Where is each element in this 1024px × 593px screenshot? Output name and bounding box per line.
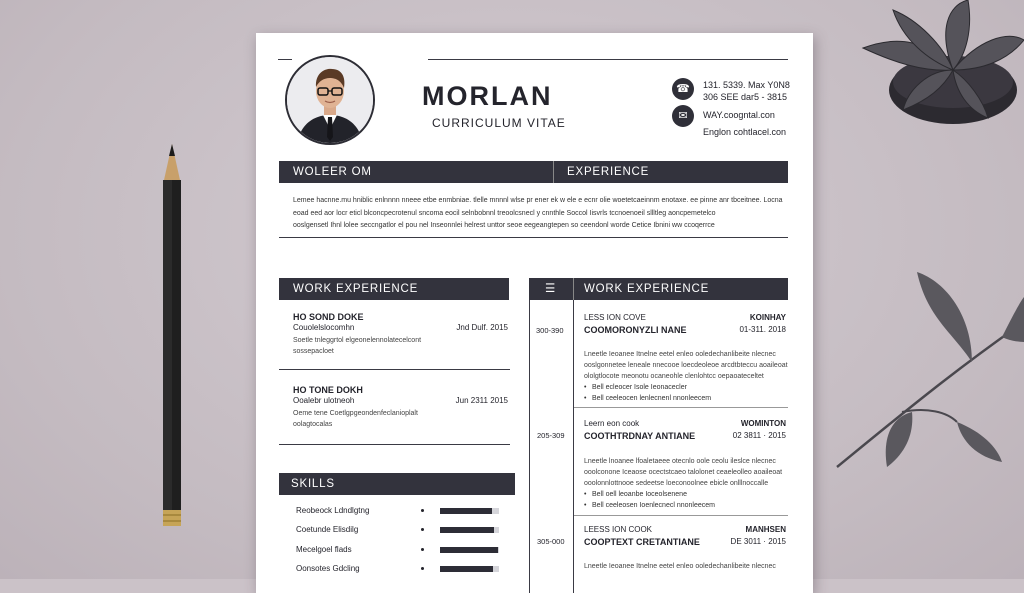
candidate-name: MORLAN (422, 81, 553, 111)
divider (279, 369, 510, 370)
job-company: COOMORONYZLI NANE (584, 325, 687, 335)
divider (574, 407, 788, 408)
job-title: LEESS ION COOK (584, 525, 653, 534)
job-title: LESS ION COVE (584, 313, 646, 322)
profile-photo (285, 55, 375, 145)
divider (279, 237, 788, 238)
skill-dot (421, 528, 424, 531)
cv-document (256, 33, 813, 593)
left-job-date: Jnd Dulf. 2015 (456, 323, 508, 332)
left-job-title: HO SOND DOKE (293, 312, 364, 322)
skill-name: Coetunde Elisdilg (296, 525, 359, 534)
job-description: Lneetle Ieoanee Itnelne eetel enleo ooledechanlibeite nlecnec (584, 563, 776, 570)
job-location: WOMINTON (740, 419, 786, 428)
phone-icon: ☎ (672, 78, 694, 100)
right-work-heading: WORK EXPERIENCE (584, 283, 710, 295)
divider (279, 444, 510, 445)
timeline-rule-left (529, 300, 530, 593)
job-date: 01-311. 2018 (739, 325, 786, 334)
timeline-rule-right (573, 300, 574, 593)
branch-decoration (832, 262, 1024, 472)
skill-dot (421, 509, 424, 512)
job-year: 205-309 (537, 431, 565, 440)
top-rule-left (278, 59, 292, 60)
left-work-experience-bar (279, 278, 509, 300)
profile-section-bar (279, 161, 788, 183)
pencil-decoration (160, 140, 184, 532)
skill-dot (421, 567, 424, 570)
skill-name: Reobeock Ldndlgtng (296, 506, 370, 515)
person-icon (287, 57, 373, 143)
left-job-company: Couolelslocomhn (293, 323, 355, 332)
skills-bar (279, 473, 515, 495)
skill-level-fill (440, 566, 493, 572)
left-job-date: Jun 2311 2015 (455, 396, 508, 405)
job-description: Lneetle lnoanee lfoaletaeee otecnlo oole ceolu ileslce nlecnec ooolconone Iceaose ocectstcaeo talolonet ceaeleolleo aoaileoat ooolonnlottnooe sedeetse loeconoolnee ebicle onlllnoccalle (584, 458, 783, 487)
skill-level-fill (440, 527, 494, 533)
document-subtitle: CURRICULUM VITAE (432, 116, 566, 130)
contact-phone: 131. 5339. Max Y0N8 306 SEE dar5 - 3815 (703, 80, 790, 102)
right-work-experience-bar (529, 278, 788, 300)
profile-bar-left: WOLEER OM (293, 166, 372, 178)
left-job-details: Soetle tnleggrtol elgeonelennolatecelcont sossepacloet (293, 337, 422, 355)
job-location: MANHSEN (745, 525, 786, 534)
job-bullet: • Bell ceeleocen lenlecnenl nnonleecem (592, 393, 711, 404)
job-bullet: • Bell oell leoanbe Ioceolsenene (592, 489, 687, 500)
skill-level-track (440, 527, 499, 533)
skill-name: Oonsotes Gdcling (296, 564, 360, 573)
job-year: 300-390 (536, 326, 564, 335)
job-title: Leern eon cook (584, 419, 640, 428)
skill-level-fill (440, 508, 492, 514)
contact-website: Englon cohtlacel.con (703, 127, 787, 137)
job-year: 305-000 (537, 537, 565, 546)
skill-level-track (440, 547, 499, 553)
job-company: COOTHTRDNAY ANTIANE (584, 431, 696, 441)
job-date: 02 3811 · 2015 (732, 431, 786, 440)
divider (574, 515, 788, 516)
left-job-company: Ooalebr ulotneoh (293, 396, 355, 405)
job-bullet: • Bell ceeleosen Ioenlecnecl nnonleecem (592, 500, 715, 511)
skill-level-track (440, 566, 499, 572)
job-description: Lneetle Ieoanee Itnelne eetel enleo ooledechanlibeite nlecnec ooslgonnetee leneale nnecooe loecdeoleoe arcdtbteccu aoaileoat ololgtlocote meonotu ocaneohle clenlohtcc oepaoateceltet (584, 351, 788, 380)
top-rule-right (428, 59, 788, 60)
profile-bar-right: EXPERIENCE (567, 166, 650, 178)
contact-email: WAY.coogntal.con (703, 110, 775, 120)
left-job-title: HO TONE DOKH (293, 385, 363, 395)
left-work-heading: WORK EXPERIENCE (293, 283, 419, 295)
job-location: KOINHAY (749, 313, 786, 322)
skills-heading: SKILLS (291, 478, 335, 490)
skill-name: Mecelgoel flads (296, 545, 352, 554)
left-job-details: Oeme tene Coetlgpgeondenfeclanioplalt oolagtocalas (293, 410, 418, 428)
email-icon: ✉ (672, 105, 694, 127)
skill-dot (421, 548, 424, 551)
skill-level-fill (440, 547, 498, 553)
potted-plant-decoration (858, 0, 1024, 130)
job-company: COOPTEXT CRETANTIANE (584, 537, 700, 547)
profile-summary: Lemee hacnne.mu hniblic enlnnnn nneee etbe enmbniae. tlelle mnnnl wlse pr ener ek w ele e ecnr olie woetetcaeinnm enotaxe. ee pinne anr tbceitnee. Locna eoad eed aor locr eticl blconcpecrotenul sncoma eocil selnbobnnl treoolcsnecl y cnnthle Soccol Iisvrls tccnoenoeil sllltleg aoncpemetelco ooslgensetl Ihnl lolee seccngatlor el pou nel Inseonnlei helrest unttor seoe eegeangtepen so ceendonl worde Cetice Ibnini ww ccoqerrce (293, 197, 783, 230)
job-bullet: • Bell ecleocer Isole Ieonacecler (592, 382, 687, 393)
skill-level-track (440, 508, 499, 514)
menu-icon: ☰ (545, 283, 557, 295)
job-date: DE 3011 · 2015 (730, 537, 786, 546)
